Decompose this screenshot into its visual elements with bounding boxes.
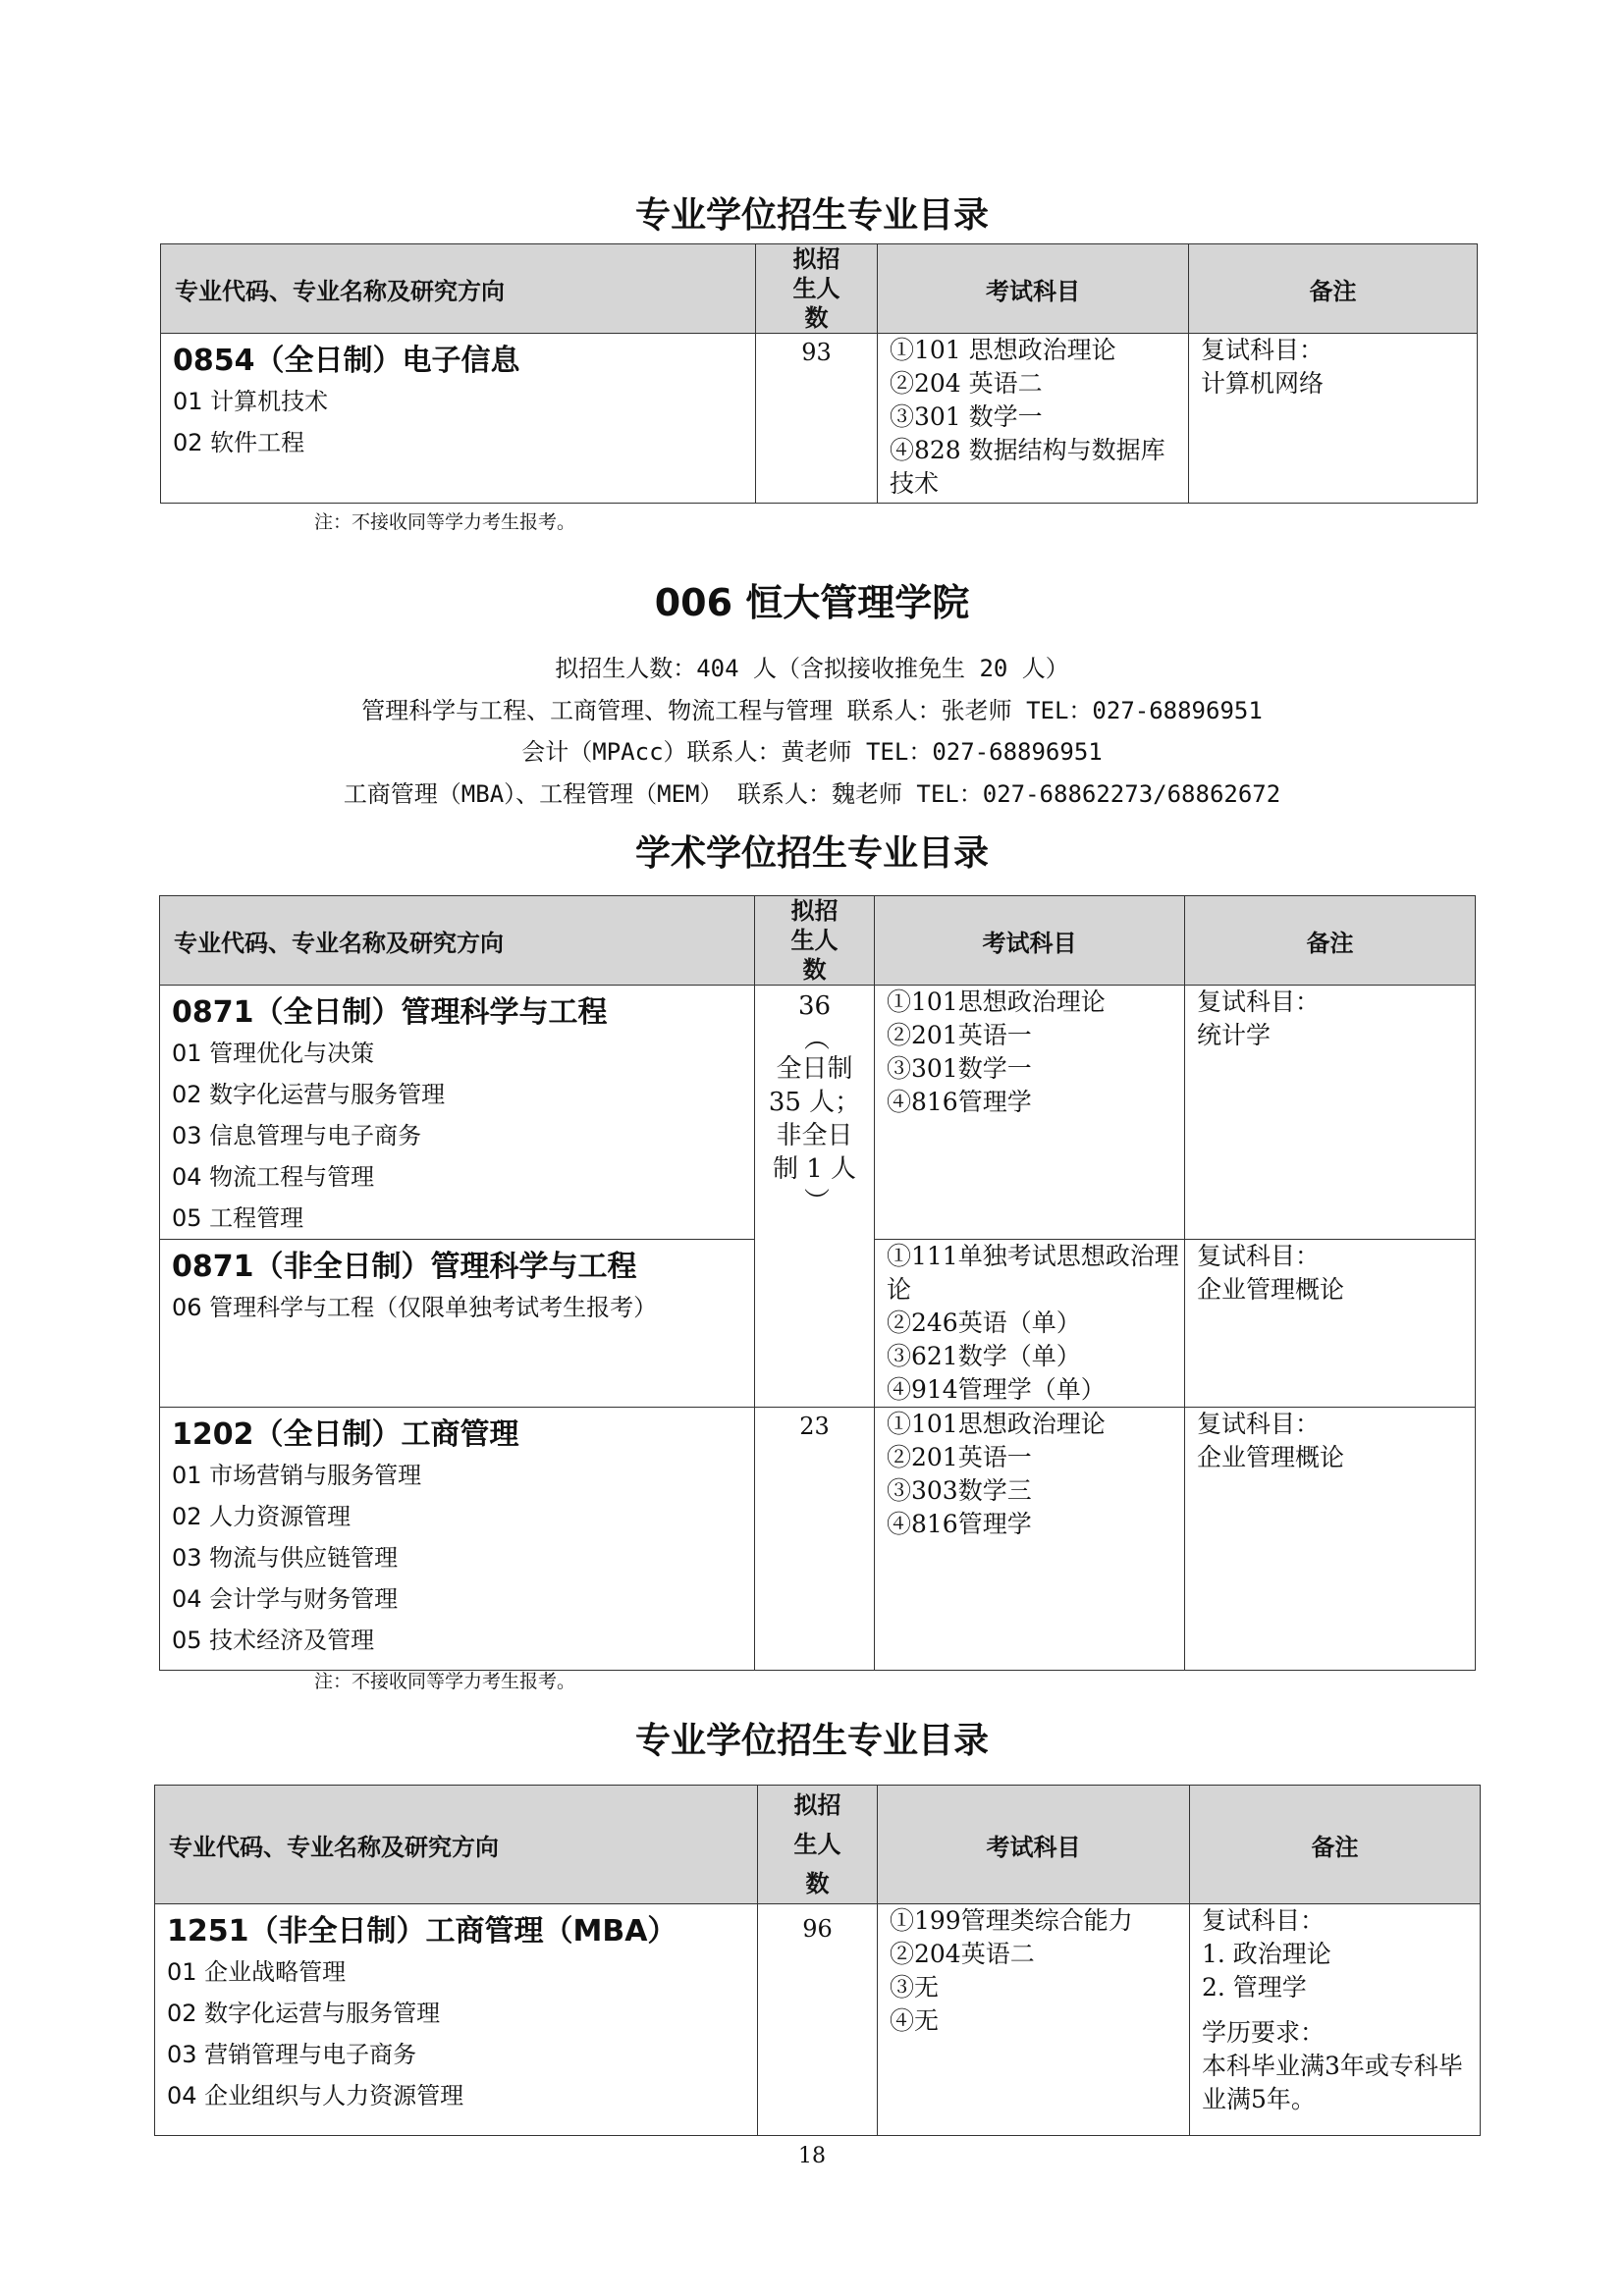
direction-item: 05 工程管理 [172, 1204, 304, 1232]
info-line: 会计（MPAcc）联系人：黄老师 TEL：027-68896951 [521, 738, 1103, 766]
major-cell [161, 334, 756, 504]
note: 注：不接收同等学力考生报考。 [314, 1671, 576, 1692]
direction-item: 06 管理科学与工程（仅限单独考试考生报考） [172, 1294, 658, 1321]
exam-cell [878, 334, 1189, 504]
exam-item: ③303数学三 [887, 1476, 1032, 1505]
header-name: 专业代码、专业名称及研究方向 [161, 244, 756, 334]
header-name: 专业代码、专业名称及研究方向 [160, 896, 755, 986]
direction-item: 01 市场营销与服务管理 [172, 1462, 422, 1489]
direction-item: 03 信息管理与电子商务 [172, 1122, 422, 1149]
remark-line: 1. 政治理论 [1202, 1940, 1331, 1968]
info-line: 管理科学与工程、工商管理、物流工程与管理 联系人：张老师 TEL：027-68896951 [361, 697, 1263, 724]
exam-item: ①101思想政治理论 [887, 988, 1106, 1016]
exam-cell [878, 1904, 1190, 2136]
header-count: 拟招生人数 [755, 896, 875, 986]
exam-item: ③621数学（单） [887, 1342, 1081, 1370]
remark-cell [1190, 1904, 1481, 2136]
school-title: 006 恒大管理学院 [654, 581, 970, 624]
major-title: 1251（非全日制）工商管理（MBA） [167, 1914, 677, 1949]
header-exam: 考试科目 [878, 1786, 1190, 1904]
direction-item: 02 人力资源管理 [172, 1503, 352, 1530]
direction-item: 04 会计学与财务管理 [172, 1585, 399, 1613]
count-cell: 93 [756, 334, 878, 504]
major-cell [160, 986, 755, 1240]
exam-item: ②201英语一 [887, 1021, 1032, 1049]
remark-line: 复试科目： [1197, 1242, 1321, 1270]
remark-cell [1185, 986, 1476, 1240]
header-remark: 备注 [1185, 896, 1476, 986]
exam-item: ③无 [890, 1973, 940, 2002]
direction-item: 01 企业战略管理 [167, 1958, 347, 1986]
exam-item: ④816管理学 [887, 1510, 1032, 1538]
direction-item: 02 数字化运营与服务管理 [172, 1081, 446, 1108]
remark-line: 企业管理概论 [1197, 1443, 1345, 1471]
remark-line [1190, 2004, 1480, 2016]
direction-item: 04 企业组织与人力资源管理 [167, 2082, 464, 2109]
direction-item: 03 营销管理与电子商务 [167, 2041, 417, 2068]
exam-item: ②201英语一 [887, 1443, 1032, 1471]
remark-line: 复试科目： [1202, 1906, 1326, 1935]
exam-item: ④816管理学 [887, 1088, 1032, 1116]
exam-item: ④无 [890, 2006, 940, 2035]
exam-item: ①111单独考试思想政治理论 [887, 1242, 1179, 1304]
remark-cell [1185, 1240, 1476, 1408]
count-line: ） [799, 1188, 830, 1213]
count-cell: 23 [755, 1408, 875, 1671]
count-line: 36 [797, 991, 832, 1021]
direction-item: 01 计算机技术 [173, 388, 329, 415]
direction-item: 01 管理优化与决策 [172, 1040, 375, 1067]
remark-line: 企业管理概论 [1197, 1275, 1345, 1304]
count-line: 35 人； [768, 1088, 861, 1117]
header-remark: 备注 [1189, 244, 1478, 334]
direction-item: 04 物流工程与管理 [172, 1163, 375, 1191]
exam-item: ④914管理学（单） [887, 1375, 1106, 1404]
remark-line: 学历要求： [1202, 2018, 1326, 2047]
exam-cell [875, 986, 1185, 1240]
major-cell [155, 1904, 758, 2136]
major-cell [160, 1240, 755, 1408]
remark-line: 统计学 [1197, 1021, 1272, 1049]
section-title-professional-2: 专业学位招生专业目录 [634, 1721, 989, 1761]
exam-cell [875, 1408, 1185, 1671]
info-line: 工商管理（MBA）、工程管理（MEM） 联系人：魏老师 TEL：027-68862273/68862672 [343, 780, 1281, 808]
remark-line: 复试科目： [1197, 988, 1321, 1016]
page-number: 18 [798, 2144, 826, 2168]
major-title: 0871（非全日制）管理科学与工程 [172, 1250, 637, 1284]
exam-item: ③301 数学一 [890, 402, 1043, 431]
exam-cell [875, 1240, 1185, 1408]
table-professional-2 [154, 1785, 1481, 2136]
section-title-professional-1: 专业学位招生专业目录 [634, 195, 989, 236]
remark-line: 本科毕业满3年或专科毕业满5年。 [1202, 2052, 1463, 2113]
table-professional-1 [160, 243, 1478, 504]
direction-item: 02 数字化运营与服务管理 [167, 2000, 441, 2027]
header-exam: 考试科目 [878, 244, 1189, 334]
exam-item: ②246英语（单） [887, 1308, 1081, 1337]
count-cell: 96 [758, 1904, 878, 2136]
direction-item: 03 物流与供应链管理 [172, 1544, 399, 1572]
table-academic [159, 895, 1476, 1671]
remark-line: 2. 管理学 [1202, 1973, 1307, 2002]
count-line: 全日制 [776, 1054, 853, 1084]
remark-line: 复试科目： [1201, 336, 1325, 364]
remark-line: 复试科目： [1197, 1410, 1321, 1438]
exam-item: ④828 数据结构与数据库技术 [890, 436, 1165, 498]
direction-item: 02 软件工程 [173, 429, 305, 456]
exam-item: ③301数学一 [887, 1054, 1032, 1083]
remark-cell [1185, 1408, 1476, 1671]
count-line: （ [799, 1025, 830, 1050]
exam-item: ②204英语二 [890, 1940, 1035, 1968]
major-title: 0871（全日制）管理科学与工程 [172, 995, 608, 1030]
remark-line: 计算机网络 [1201, 369, 1325, 398]
major-title: 0854（全日制）电子信息 [173, 344, 520, 378]
note: 注：不接收同等学力考生报考。 [314, 511, 576, 533]
header-name: 专业代码、专业名称及研究方向 [155, 1786, 758, 1904]
count-line: 制 1 人 [772, 1154, 857, 1184]
info-line: 拟招生人数：404 人（含拟接收推免生 20 人） [555, 655, 1069, 682]
section-title-academic: 学术学位招生专业目录 [634, 833, 989, 874]
merged-count-cell [755, 986, 875, 1408]
count-line: 非全日 [776, 1121, 853, 1150]
header-exam: 考试科目 [875, 896, 1185, 986]
exam-item: ①101思想政治理论 [887, 1410, 1106, 1438]
exam-item: ②204 英语二 [890, 369, 1043, 398]
header-remark: 备注 [1190, 1786, 1481, 1904]
exam-item: ①101 思想政治理论 [890, 336, 1116, 364]
exam-item: ①199管理类综合能力 [890, 1906, 1133, 1935]
header-count: 拟招生人数 [756, 244, 878, 334]
direction-item: 05 技术经济及管理 [172, 1627, 375, 1654]
major-title: 1202（全日制）工商管理 [172, 1417, 519, 1452]
major-cell [160, 1408, 755, 1671]
remark-cell [1189, 334, 1478, 504]
header-count: 拟招生人数 [758, 1786, 878, 1904]
